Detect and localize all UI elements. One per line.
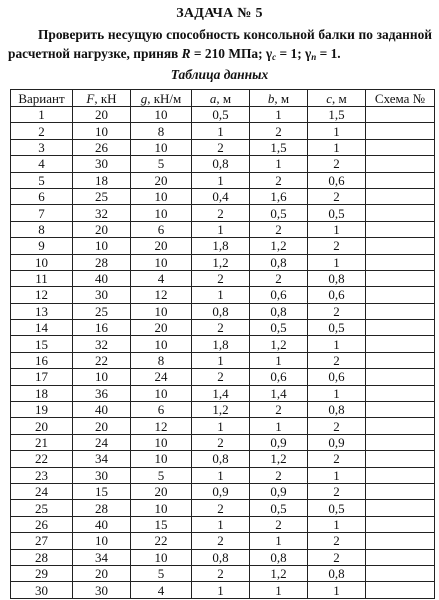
cell-scheme <box>366 402 435 418</box>
table-row <box>11 549 435 565</box>
cell-scheme <box>366 582 435 598</box>
cell-variant: 6 <box>11 188 73 204</box>
cell-scheme <box>366 418 435 434</box>
cell-variant: 14 <box>11 320 73 336</box>
cell-force: 30 <box>73 582 131 598</box>
cell-a: 2 <box>192 139 250 155</box>
cell-load: 4 <box>131 582 192 598</box>
cell-variant: 5 <box>11 172 73 188</box>
cell-load: 10 <box>131 500 192 516</box>
cell-c: 1,5 <box>308 107 366 123</box>
cell-variant: 26 <box>11 516 73 532</box>
cell-b: 1 <box>250 418 308 434</box>
table-row <box>11 221 435 237</box>
cell-load: 10 <box>131 139 192 155</box>
cell-c: 0,8 <box>308 402 366 418</box>
cell-a: 0,8 <box>192 549 250 565</box>
cell-load: 8 <box>131 123 192 139</box>
cell-scheme <box>366 369 435 385</box>
cell-force: 20 <box>73 565 131 581</box>
cell-a: 0,4 <box>192 188 250 204</box>
table-row <box>11 336 435 352</box>
cell-c: 0,6 <box>308 287 366 303</box>
cell-force: 20 <box>73 221 131 237</box>
cell-c: 1 <box>308 123 366 139</box>
cell-c: 1 <box>308 385 366 401</box>
table-row <box>11 467 435 483</box>
cell-force: 32 <box>73 336 131 352</box>
cell-b: 0,8 <box>250 254 308 270</box>
cell-c: 0,6 <box>308 172 366 188</box>
cell-load: 10 <box>131 549 192 565</box>
header-a: a, м <box>192 90 250 107</box>
cell-load: 8 <box>131 352 192 368</box>
cell-force: 25 <box>73 188 131 204</box>
cell-b: 2 <box>250 172 308 188</box>
cell-b: 1,2 <box>250 238 308 254</box>
cell-load: 10 <box>131 205 192 221</box>
cell-scheme <box>366 238 435 254</box>
cell-scheme <box>366 205 435 221</box>
cell-a: 1 <box>192 221 250 237</box>
cell-variant: 21 <box>11 434 73 450</box>
statement-text: Проверить несущую способность консольной балки по заданной расчетной нагрузке, приняв <box>8 27 432 61</box>
cell-a: 1 <box>192 418 250 434</box>
cell-b: 1,6 <box>250 188 308 204</box>
cell-variant: 25 <box>11 500 73 516</box>
cell-variant: 10 <box>11 254 73 270</box>
cell-a: 1,2 <box>192 254 250 270</box>
cell-c: 1 <box>308 221 366 237</box>
cell-load: 6 <box>131 402 192 418</box>
cell-variant: 13 <box>11 303 73 319</box>
cell-load: 20 <box>131 172 192 188</box>
cell-a: 1 <box>192 287 250 303</box>
cell-b: 0,6 <box>250 369 308 385</box>
cell-force: 20 <box>73 418 131 434</box>
cell-scheme <box>366 500 435 516</box>
cell-a: 2 <box>192 565 250 581</box>
cell-c: 2 <box>308 533 366 549</box>
cell-scheme <box>366 123 435 139</box>
cell-c: 1 <box>308 582 366 598</box>
cell-a: 0,9 <box>192 483 250 499</box>
cell-c: 0,6 <box>308 369 366 385</box>
cell-b: 1,5 <box>250 139 308 155</box>
gamma-n-symbol: γ <box>305 46 312 61</box>
table-row <box>11 385 435 401</box>
cell-scheme <box>366 516 435 532</box>
cell-b: 1 <box>250 156 308 172</box>
table-row <box>11 483 435 499</box>
cell-variant: 12 <box>11 287 73 303</box>
cell-load: 15 <box>131 516 192 532</box>
cell-variant: 8 <box>11 221 73 237</box>
cell-scheme <box>366 107 435 123</box>
cell-force: 40 <box>73 516 131 532</box>
cell-a: 0,8 <box>192 303 250 319</box>
cell-force: 40 <box>73 270 131 286</box>
cell-load: 10 <box>131 434 192 450</box>
cell-scheme <box>366 352 435 368</box>
cell-c: 2 <box>308 483 366 499</box>
cell-force: 10 <box>73 533 131 549</box>
table-row <box>11 418 435 434</box>
cell-c: 2 <box>308 549 366 565</box>
table-row <box>11 139 435 155</box>
cell-b: 0,5 <box>250 500 308 516</box>
cell-a: 0,8 <box>192 156 250 172</box>
cell-b: 2 <box>250 221 308 237</box>
cell-force: 26 <box>73 139 131 155</box>
cell-variant: 3 <box>11 139 73 155</box>
cell-load: 20 <box>131 320 192 336</box>
cell-load: 12 <box>131 418 192 434</box>
table-row <box>11 303 435 319</box>
cell-variant: 27 <box>11 533 73 549</box>
cell-b: 2 <box>250 123 308 139</box>
table-row <box>11 565 435 581</box>
cell-variant: 2 <box>11 123 73 139</box>
table-row <box>11 287 435 303</box>
cell-force: 40 <box>73 402 131 418</box>
cell-load: 22 <box>131 533 192 549</box>
cell-variant: 22 <box>11 451 73 467</box>
cell-load: 20 <box>131 483 192 499</box>
table-row <box>11 254 435 270</box>
cell-a: 2 <box>192 434 250 450</box>
cell-variant: 11 <box>11 270 73 286</box>
table-row <box>11 188 435 204</box>
cell-force: 20 <box>73 107 131 123</box>
r-value: = 210 МПа; <box>190 46 266 61</box>
cell-b: 1 <box>250 533 308 549</box>
cell-load: 10 <box>131 303 192 319</box>
cell-scheme <box>366 188 435 204</box>
cell-b: 1 <box>250 107 308 123</box>
cell-variant: 29 <box>11 565 73 581</box>
cell-scheme <box>366 434 435 450</box>
cell-c: 2 <box>308 238 366 254</box>
table-row <box>11 369 435 385</box>
table-row <box>11 582 435 598</box>
gamma-c-value: = 1; <box>276 46 305 61</box>
table-row <box>11 172 435 188</box>
table-row <box>11 516 435 532</box>
cell-b: 1,4 <box>250 385 308 401</box>
cell-c: 2 <box>308 352 366 368</box>
task-statement <box>8 25 432 67</box>
cell-c: 1 <box>308 516 366 532</box>
cell-scheme <box>366 254 435 270</box>
cell-a: 1 <box>192 582 250 598</box>
cell-a: 1 <box>192 467 250 483</box>
cell-load: 10 <box>131 336 192 352</box>
cell-load: 4 <box>131 270 192 286</box>
cell-variant: 23 <box>11 467 73 483</box>
cell-force: 25 <box>73 303 131 319</box>
cell-c: 2 <box>308 451 366 467</box>
cell-a: 2 <box>192 369 250 385</box>
cell-force: 16 <box>73 320 131 336</box>
cell-load: 10 <box>131 385 192 401</box>
table-row <box>11 123 435 139</box>
cell-force: 28 <box>73 254 131 270</box>
cell-b: 1 <box>250 352 308 368</box>
table-row <box>11 451 435 467</box>
cell-b: 1,2 <box>250 451 308 467</box>
header-variant: Вариант <box>11 90 73 107</box>
cell-force: 30 <box>73 287 131 303</box>
cell-b: 1,2 <box>250 565 308 581</box>
cell-force: 30 <box>73 156 131 172</box>
cell-variant: 30 <box>11 582 73 598</box>
table-row <box>11 402 435 418</box>
cell-load: 5 <box>131 467 192 483</box>
cell-b: 0,9 <box>250 483 308 499</box>
cell-variant: 28 <box>11 549 73 565</box>
cell-load: 20 <box>131 238 192 254</box>
cell-scheme <box>366 565 435 581</box>
cell-b: 0,5 <box>250 320 308 336</box>
cell-a: 0,8 <box>192 451 250 467</box>
cell-c: 0,5 <box>308 320 366 336</box>
cell-scheme <box>366 336 435 352</box>
cell-scheme <box>366 139 435 155</box>
cell-b: 2 <box>250 402 308 418</box>
cell-c: 2 <box>308 188 366 204</box>
cell-load: 5 <box>131 565 192 581</box>
cell-scheme <box>366 303 435 319</box>
table-row <box>11 434 435 450</box>
cell-b: 2 <box>250 270 308 286</box>
cell-b: 0,5 <box>250 205 308 221</box>
cell-scheme <box>366 320 435 336</box>
cell-load: 24 <box>131 369 192 385</box>
cell-force: 30 <box>73 467 131 483</box>
table-row <box>11 320 435 336</box>
table-row <box>11 238 435 254</box>
cell-c: 2 <box>308 156 366 172</box>
cell-b: 0,6 <box>250 287 308 303</box>
cell-scheme <box>366 549 435 565</box>
data-table <box>10 89 435 599</box>
cell-b: 0,8 <box>250 303 308 319</box>
cell-c: 1 <box>308 336 366 352</box>
cell-b: 2 <box>250 467 308 483</box>
cell-c: 1 <box>308 254 366 270</box>
cell-force: 10 <box>73 238 131 254</box>
cell-variant: 18 <box>11 385 73 401</box>
table-row <box>11 156 435 172</box>
cell-a: 2 <box>192 320 250 336</box>
cell-a: 2 <box>192 205 250 221</box>
cell-variant: 15 <box>11 336 73 352</box>
cell-scheme <box>366 156 435 172</box>
cell-b: 2 <box>250 516 308 532</box>
cell-a: 0,5 <box>192 107 250 123</box>
cell-load: 6 <box>131 221 192 237</box>
cell-c: 0,5 <box>308 205 366 221</box>
cell-force: 15 <box>73 483 131 499</box>
cell-load: 10 <box>131 451 192 467</box>
cell-scheme <box>366 483 435 499</box>
cell-force: 32 <box>73 205 131 221</box>
cell-c: 0,8 <box>308 565 366 581</box>
cell-force: 10 <box>73 369 131 385</box>
cell-c: 2 <box>308 303 366 319</box>
cell-scheme <box>366 385 435 401</box>
cell-variant: 7 <box>11 205 73 221</box>
cell-force: 10 <box>73 123 131 139</box>
cell-a: 1,8 <box>192 336 250 352</box>
cell-force: 18 <box>73 172 131 188</box>
cell-c: 0,9 <box>308 434 366 450</box>
cell-c: 1 <box>308 467 366 483</box>
r-symbol: R <box>181 46 191 61</box>
cell-b: 0,9 <box>250 434 308 450</box>
cell-variant: 20 <box>11 418 73 434</box>
table-row <box>11 500 435 516</box>
header-b: b, м <box>250 90 308 107</box>
header-load: g, кН/м <box>131 90 192 107</box>
cell-scheme <box>366 451 435 467</box>
table-header-row <box>11 90 435 107</box>
cell-variant: 16 <box>11 352 73 368</box>
cell-c: 1 <box>308 139 366 155</box>
cell-a: 2 <box>192 270 250 286</box>
cell-b: 0,8 <box>250 549 308 565</box>
table-row <box>11 205 435 221</box>
cell-c: 0,8 <box>308 270 366 286</box>
cell-scheme <box>366 221 435 237</box>
cell-scheme <box>366 172 435 188</box>
cell-a: 1 <box>192 352 250 368</box>
cell-c: 2 <box>308 418 366 434</box>
cell-a: 1 <box>192 516 250 532</box>
gamma-n-value: = 1. <box>316 46 341 61</box>
task-title: ЗАДАЧА № 5 <box>176 6 263 21</box>
gamma-c-symbol: γ <box>265 46 273 61</box>
cell-force: 22 <box>73 352 131 368</box>
cell-scheme <box>366 533 435 549</box>
header-scheme: Схема № <box>366 90 435 107</box>
cell-variant: 9 <box>11 238 73 254</box>
cell-variant: 1 <box>11 107 73 123</box>
cell-scheme <box>366 467 435 483</box>
gamma-n-subscript: n <box>311 52 317 62</box>
cell-scheme <box>366 270 435 286</box>
gamma-c-subscript: c <box>272 52 277 62</box>
cell-load: 10 <box>131 188 192 204</box>
table-row <box>11 107 435 123</box>
cell-force: 36 <box>73 385 131 401</box>
header-force: F, кН <box>73 90 131 107</box>
cell-variant: 19 <box>11 402 73 418</box>
table-body <box>11 107 435 599</box>
cell-b: 1,2 <box>250 336 308 352</box>
cell-variant: 24 <box>11 483 73 499</box>
cell-b: 1 <box>250 582 308 598</box>
cell-a: 1,2 <box>192 402 250 418</box>
cell-a: 1 <box>192 123 250 139</box>
cell-variant: 17 <box>11 369 73 385</box>
table-row <box>11 352 435 368</box>
table-row <box>11 533 435 549</box>
cell-a: 1,8 <box>192 238 250 254</box>
table-row <box>11 270 435 286</box>
cell-variant: 4 <box>11 156 73 172</box>
cell-force: 34 <box>73 451 131 467</box>
cell-c: 0,5 <box>308 500 366 516</box>
table-caption: Таблица данных <box>170 67 269 82</box>
cell-a: 1 <box>192 172 250 188</box>
cell-force: 34 <box>73 549 131 565</box>
header-c: c, м <box>308 90 366 107</box>
cell-a: 2 <box>192 500 250 516</box>
cell-load: 5 <box>131 156 192 172</box>
cell-a: 1,4 <box>192 385 250 401</box>
cell-load: 10 <box>131 254 192 270</box>
cell-scheme <box>366 287 435 303</box>
cell-force: 28 <box>73 500 131 516</box>
cell-load: 12 <box>131 287 192 303</box>
cell-a: 2 <box>192 533 250 549</box>
cell-force: 24 <box>73 434 131 450</box>
cell-load: 10 <box>131 107 192 123</box>
